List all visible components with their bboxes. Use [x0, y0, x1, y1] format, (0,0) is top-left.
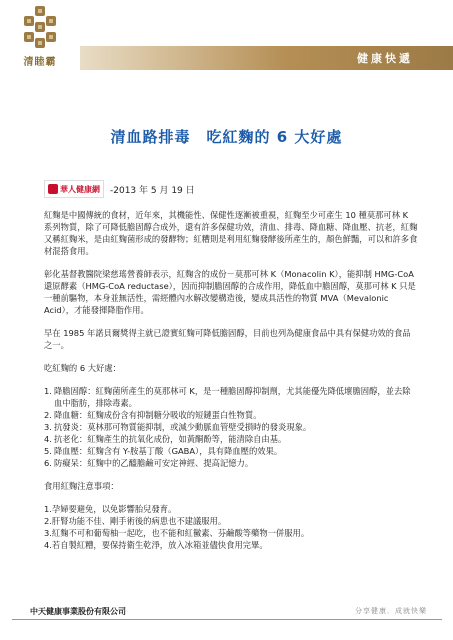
- list-item: 1. 降膽固醇：紅麴菌所產生的莫那林可 K，是一種膽固醇抑制劑，尤其能優先降低壞膽固醇，並去除血中脂肪，排除毒素。: [44, 386, 411, 408]
- list-item: 1.孕婦要避免，以免影響胎兒發育。: [44, 504, 177, 514]
- list-item: 2.肝腎功能不佳、剛手術後的病患也不建議服用。: [44, 516, 227, 526]
- list-item: 6. 防癡呆：紅麴中的乙醯膽鹼可安定神經、提高記憶力。: [44, 458, 254, 468]
- article-body: [44, 209, 418, 551]
- footer-divider: [12, 619, 442, 620]
- notes-list: [44, 503, 418, 551]
- footer-slogan: 分享健康．成就快樂: [355, 607, 427, 615]
- list-item: 3.紅麴不可和葡萄柚一起吃，也不能和紅黴素、芬鹼酸等藥物一併服用。: [44, 528, 310, 538]
- source-name: 華人健康網: [60, 184, 100, 194]
- list-item: 5. 降血壓：紅麴含有 Y-胺基丁酸（GABA），具有降血壓的效果。: [44, 446, 283, 456]
- list-item: 3. 抗發炎：莫林那可物質能抑制，或減少動脈血管壁受損時的發炎現象。: [44, 422, 312, 432]
- source-logo-icon: [48, 184, 58, 194]
- list-item: 4.若自製紅糟，要保持衛生乾淨，放入冰箱並儘快食用完畢。: [44, 540, 268, 550]
- paragraph: 紅麴是中國傳統的食材，近年來，其機能性、保健性逐漸被重視，紅麴至少可產生 10 種莫那可林 K 系列物質，除了可降低膽固醇合成外，還有許多保健功效，清血、排毒、降血糖、降血壓、抗老，紅麴又稱紅麴米，是由紅麴菌形成的發酵物；紅糟則是利用紅麴發酵後所產生的，顏色鮮豔，可以和許多食材混搭食用。: [44, 210, 418, 256]
- notes-heading: 食用紅麴注意事項：: [44, 481, 119, 491]
- benefits-heading: 吃紅麴的 6 大好處：: [44, 363, 121, 373]
- logo-emblem-icon: [20, 4, 60, 52]
- paragraph: 早在 1985 年諾貝爾獎得主就已證實紅麴可降低膽固醇，目前也列為健康食品中具有保健功效的食品之一。: [44, 328, 411, 350]
- list-item: 4. 抗老化：紅麴產生的抗氧化成份，如黃酮酚等，能清除自由基。: [44, 434, 287, 444]
- footer-company: 中天健康事業股份有限公司: [30, 607, 126, 616]
- banner-label: 健康快遞: [357, 52, 413, 65]
- paragraph: 彰化基督教醫院梁慈瑤營養師表示，紅麴含的成份－莫那可林 K（Monacolin K），能抑制 HMG-CoA 還原酵素（HMG-CoA reductase），因而抑制膽固醇的合成作用，降低血中膽固醇，莫那可林 K 只是一種前驅物，本身並無活性，需經體內水解改變構造後，變成具活性的物質 MVA（Mevalonic Acid），才能發揮降脂作用。: [44, 269, 416, 315]
- logo-text: 清睦霸: [23, 57, 57, 68]
- article-source: [44, 180, 195, 198]
- company-logo: [14, 4, 66, 78]
- benefits-list: [44, 385, 418, 469]
- source-logo: [44, 180, 104, 198]
- header-banner: [80, 46, 453, 70]
- article-title: 清血路排毒 吃紅麴的 6 大好處: [110, 128, 343, 146]
- list-item: 2. 降血糖：紅麴成份含有抑制糖分吸收的短鏈蛋白性物質。: [44, 410, 262, 420]
- page-header: [0, 0, 453, 87]
- article-date: -2013 年 5 月 19 日: [110, 185, 195, 196]
